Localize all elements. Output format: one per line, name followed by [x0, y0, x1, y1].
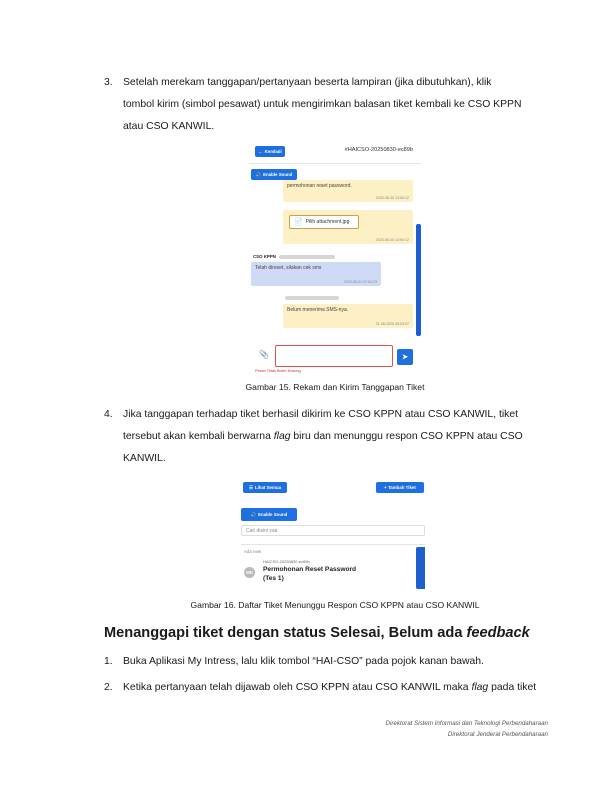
- step-number: 4.: [104, 409, 113, 420]
- ticket-flag: [416, 547, 425, 589]
- list-icon: ☰: [248, 484, 253, 490]
- ticket-card[interactable]: [241, 544, 425, 590]
- chat-message-time: 2025-08-30 13:54:12: [375, 196, 409, 200]
- sender-label: CSO KPPN: [253, 254, 276, 259]
- avatar: MD: [244, 567, 255, 578]
- step-4-line-1: Jika tanggapan terhadap tiket berhasil dikirim ke CSO KPPN atau CSO KANWIL, tiket: [123, 409, 519, 420]
- footer-line-2: Direktorat Jenderal Perbendaharaan: [447, 731, 548, 738]
- chat-message-time: 31-08-2025 08:03:07: [375, 322, 409, 326]
- step-3-line-2: tombol kirim (simbol pesawat) untuk mengirimkan balasan tiket kembali ke CSO KPPN: [123, 99, 522, 110]
- chat-message: [283, 304, 413, 328]
- step-4-paragraph: [104, 404, 544, 470]
- footer-line-1: Direktorat Sistem Informasi dan Teknologi Perbendaharaan: [385, 720, 548, 727]
- list-item: [104, 651, 564, 673]
- step-3-paragraph: [104, 72, 544, 138]
- paper-plane-icon: ➤: [402, 354, 408, 361]
- speaker-icon: 🔊: [255, 171, 262, 177]
- document-icon: 📄: [294, 219, 303, 226]
- chat-message-text: permohonan reset password.: [287, 183, 352, 189]
- figure-16-caption: Gambar 16. Daftar Tiket Menunggu Respon CSO KPPN atau CSO KANWIL: [190, 600, 480, 610]
- chat-message-text: Belum menerima SMS-nya.: [287, 307, 349, 313]
- see-all-button[interactable]: [243, 482, 287, 493]
- attachment-time: 2025-08-30 13:54:12: [375, 238, 409, 242]
- reply-message: [251, 262, 381, 286]
- step-4-line-2: [104, 426, 544, 448]
- ticket-id: #HAICSO-20250830-ec89b: [344, 147, 413, 153]
- attachment-message: [283, 210, 413, 244]
- paperclip-icon[interactable]: 📎: [259, 350, 269, 359]
- step-4-line-3: KANWIL.: [123, 453, 166, 464]
- step-4-line-2-rest: biru dan menunggu respon CSO KPPN atau CSO: [290, 431, 523, 442]
- reply-input[interactable]: [275, 345, 393, 367]
- add-ticket-label: + Tambah Tiket: [384, 485, 416, 490]
- enable-sound-label: Enable Sound: [263, 172, 293, 177]
- list-text-part: Ketika pertanyaan telah dijawab oleh CSO KPPN atau CSO KANWIL maka: [123, 682, 472, 693]
- chat-message: [283, 180, 413, 202]
- ticket-title: Permohonan Reset Password: [263, 566, 357, 573]
- search-input[interactable]: Cari disini yaa: [241, 525, 425, 536]
- back-button-label: Kembali: [264, 149, 282, 154]
- card-tag: Ada new: [244, 549, 262, 554]
- ticket-id: HAICSO-20250830-ec89b: [263, 559, 310, 564]
- send-button[interactable]: [397, 349, 413, 365]
- blurred-user-name: [285, 296, 339, 300]
- chat-topbar: [249, 138, 421, 164]
- step-3-line-3: atau CSO KANWIL.: [123, 121, 215, 132]
- figure-16-ticket-list-screenshot: [240, 478, 426, 592]
- flag-term: flag: [471, 682, 489, 693]
- arrow-left-icon: ←: [258, 149, 263, 154]
- figure-15-caption: Gambar 15. Rekam dan Kirim Tanggapan Tiket: [245, 382, 425, 392]
- list-item: [104, 677, 564, 699]
- speaker-icon: 🔊: [250, 511, 257, 517]
- list-number: 2.: [104, 682, 113, 693]
- attachment-label: Pilih attachment.jpg: [305, 219, 350, 225]
- enable-sound-label: Enable Sound: [258, 512, 288, 517]
- list-text: Buka Aplikasi My Intress, lalu klik tombol “HAI-CSO” pada pojok kanan bawah.: [123, 656, 484, 667]
- ticket-subtitle: (Tes 1): [263, 575, 284, 582]
- step-4-line-2-text: tersebut akan kembali berwarna: [123, 431, 274, 442]
- step-number: 3.: [104, 77, 113, 88]
- section-heading-text: Menanggapi tiket dengan status Selesai, Belum ada: [104, 625, 467, 641]
- chat-scrollbar[interactable]: [416, 224, 421, 336]
- step-3-line-1: Setelah merekam tanggapan/pertanyaan beserta lampiran (jika dibutuhkan), klik: [123, 77, 492, 88]
- figure-15-chat-screenshot: [249, 138, 421, 376]
- section-heading-italic: feedback: [466, 625, 530, 641]
- add-ticket-button[interactable]: [376, 482, 424, 493]
- reply-message-time: 2025-08-31 07:54:23: [343, 280, 377, 284]
- flag-term: flag: [273, 431, 291, 442]
- back-button[interactable]: [255, 146, 285, 157]
- enable-sound-button[interactable]: [241, 508, 297, 521]
- list-number: 1.: [104, 656, 113, 667]
- blurred-sender-name: [279, 255, 335, 259]
- error-message: Pesan Tidak Boleh Kosong: [255, 369, 301, 373]
- list-text: [104, 677, 564, 699]
- enable-sound-button[interactable]: [251, 169, 297, 180]
- reply-message-text: Telah direset, silakan cek sms: [255, 265, 322, 271]
- section-heading: [104, 625, 530, 641]
- attachment-chip[interactable]: [289, 215, 359, 229]
- see-all-label: Lihat Semua: [254, 485, 282, 490]
- list-text-rest: pada tiket: [488, 682, 537, 693]
